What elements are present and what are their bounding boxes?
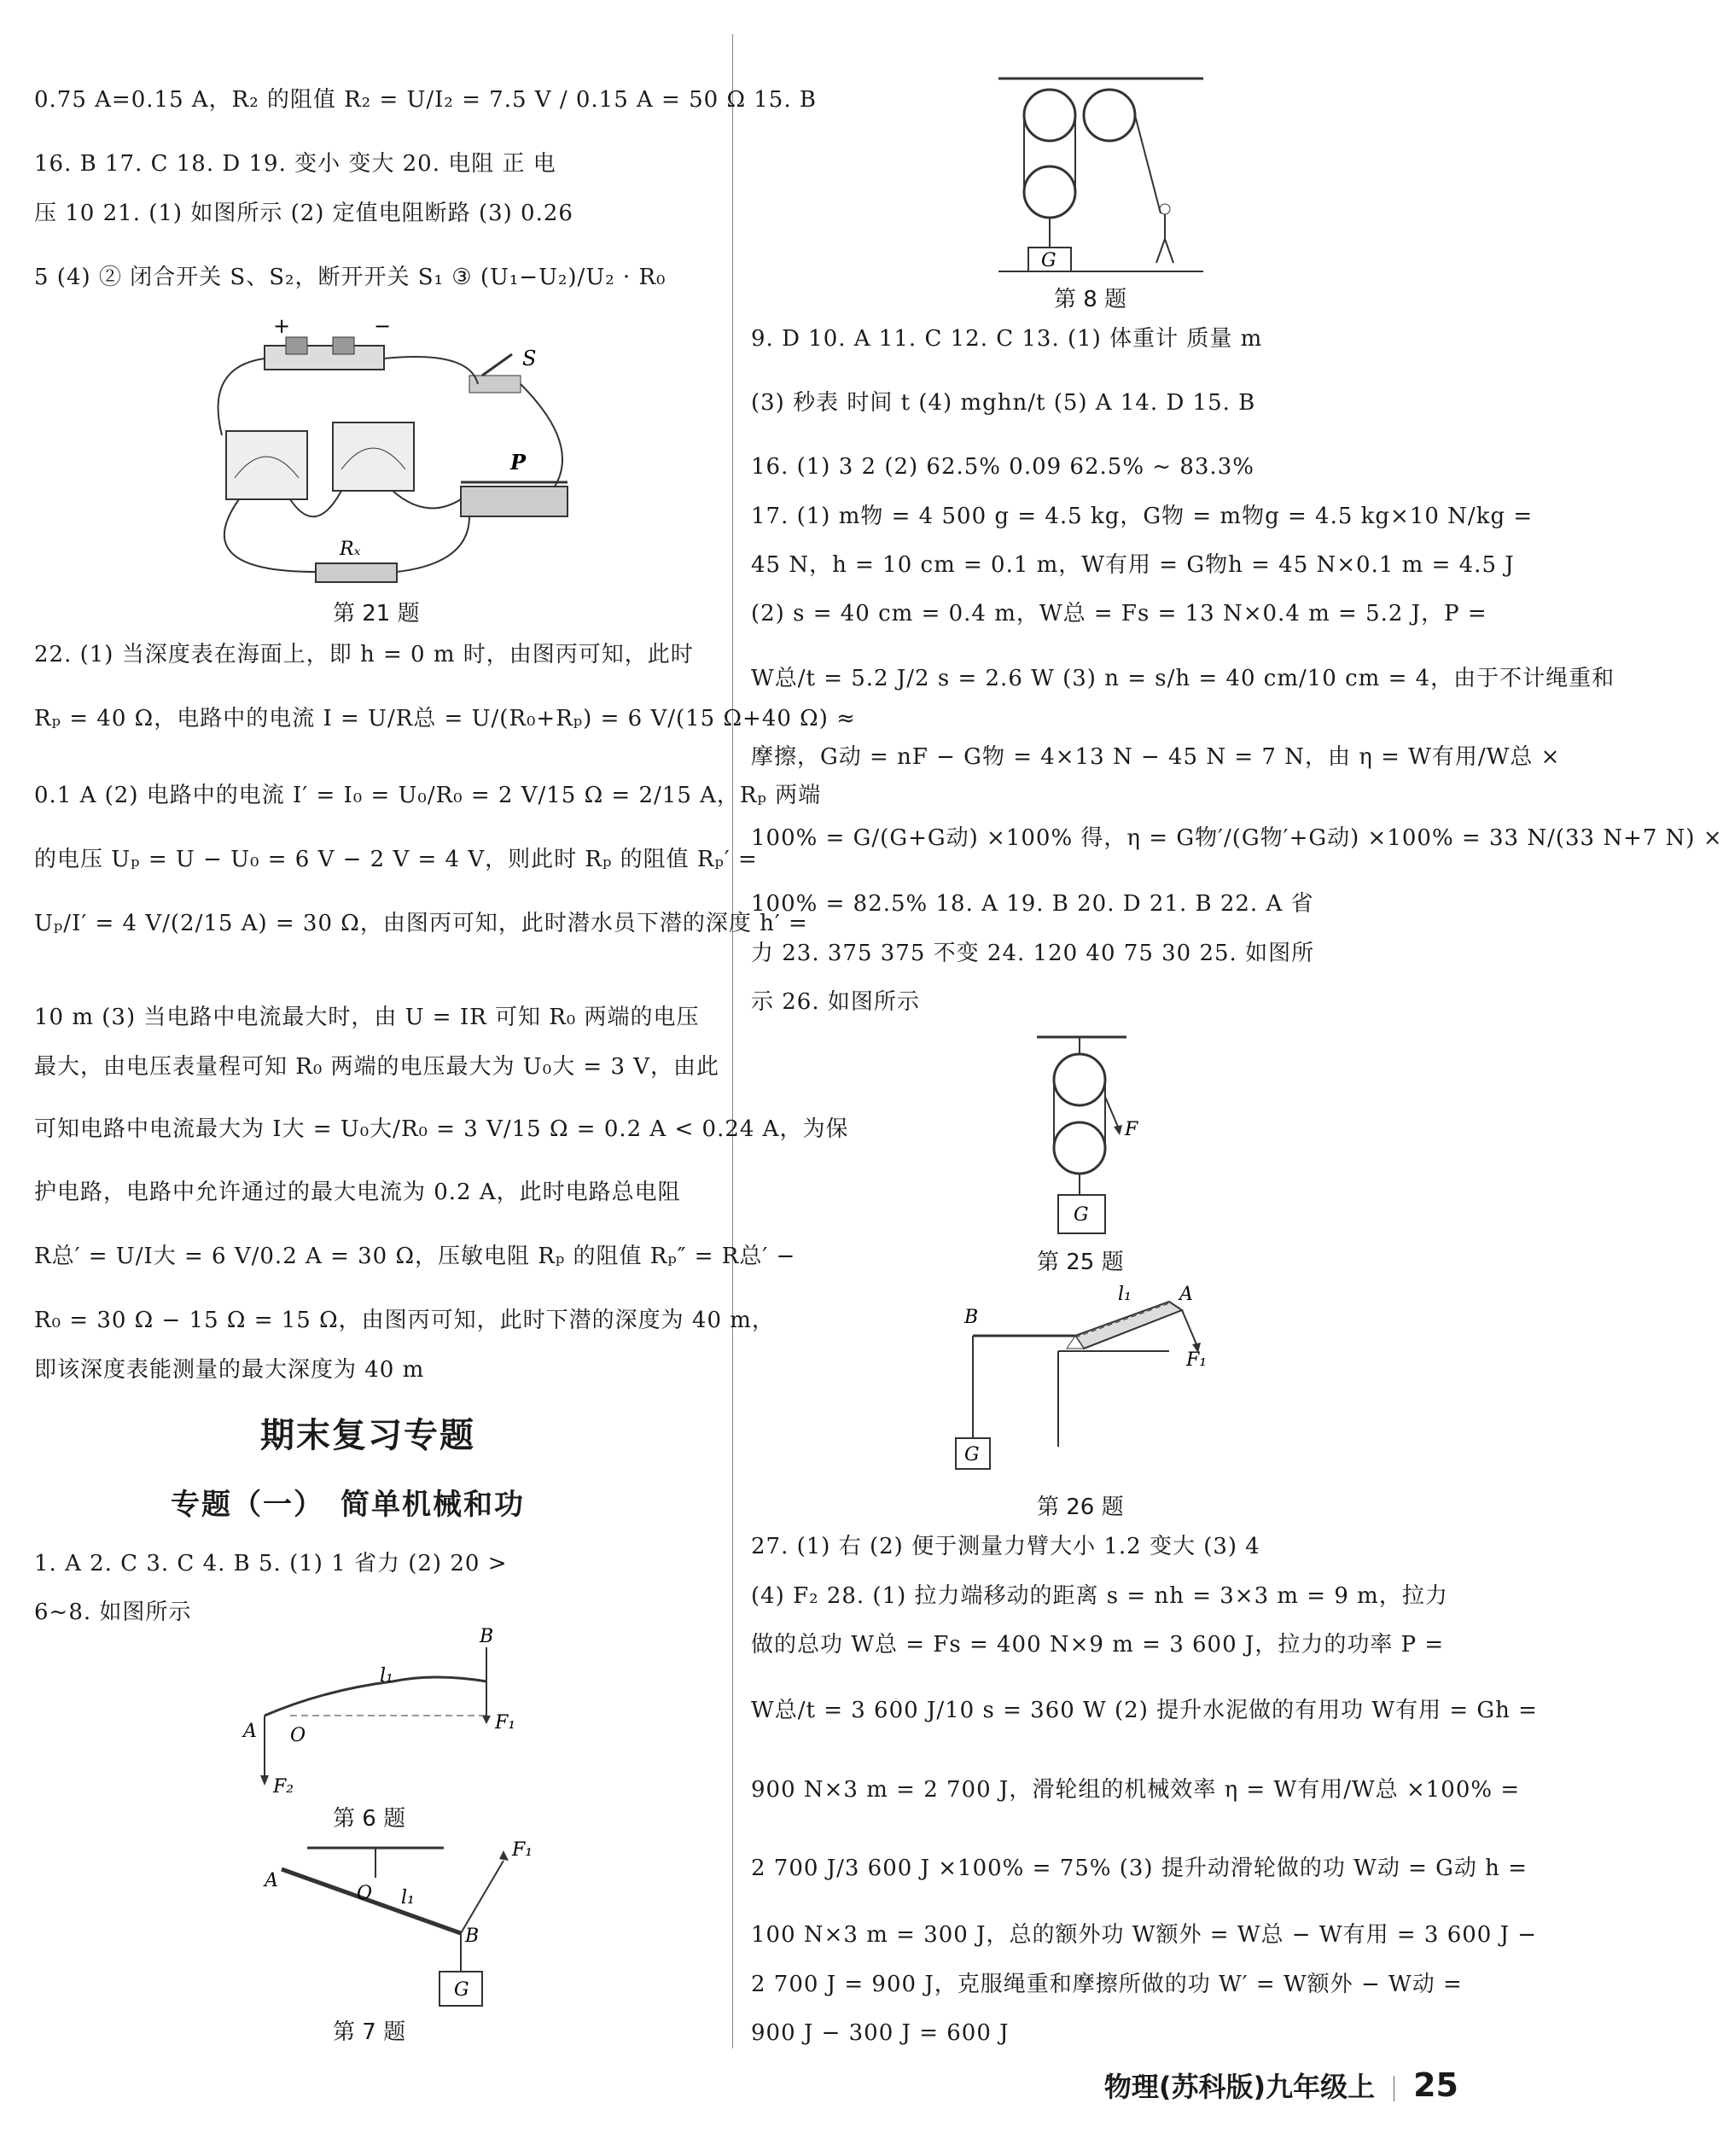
answer-line: 16. B 17. C 18. D 19. 变小 变大 20. 电阻 正 电 [34, 151, 556, 177]
answer-line: W总/t = 3 600 J/10 s = 360 W (2) 提升水泥做的有用功 W有用 = Gh = [751, 1698, 1538, 1723]
answer-line: 摩擦，G动 = nF − G物 = 4×13 N − 45 N = 7 N，由 η = W有用/W总 × [751, 744, 1561, 770]
point-a-label: A [1179, 1284, 1193, 1305]
answer-line: 最大，由电压表量程可知 R₀ 两端的电压最大为 U₀大 = 3 V，由此 [34, 1054, 720, 1080]
force-f1-label: F₁ [512, 1839, 533, 1861]
force-f1-label: F₁ [495, 1712, 516, 1734]
section-title: 期末复习专题 [260, 1416, 475, 1455]
rheostat-p-label: P [510, 450, 527, 475]
force-f2-label: F₂ [273, 1776, 294, 1798]
answer-line: 10 m (3) 当电路中电流最大时，由 U = IR 可知 R₀ 两端的电压 [34, 1005, 700, 1030]
page-number: 25 [1413, 2066, 1458, 2104]
answer-line: 力 23. 375 375 不变 24. 120 40 75 30 25. 如图所 [751, 941, 1315, 966]
answer-line: 17. (1) m物 = 4 500 g = 4.5 kg，G物 = m物g = 4.5 kg×10 N/kg = [751, 504, 1534, 529]
plus-label: + [273, 314, 291, 338]
answer-line: (2) s = 40 cm = 0.4 m，W总 = Fs = 13 N×0.4 m = 5.2 J，P = [751, 601, 1487, 626]
answer-line: 100% = 82.5% 18. A 19. B 20. D 21. B 22. A 省 [751, 891, 1314, 917]
subsection-title: 专题（一） 简单机械和功 [171, 1488, 525, 1522]
weight-g-label: G [1074, 1204, 1089, 1226]
point-a-label: A [265, 1870, 278, 1891]
figure-caption: 第 21 题 [333, 601, 420, 626]
weight-g-label: G [454, 1979, 469, 2001]
lever-diagram-6 [230, 1626, 555, 1801]
arm-l1-label: l₁ [401, 1887, 415, 1908]
pulley-diagram-25 [1033, 1028, 1161, 1238]
answer-line: (3) 秒表 时间 t (4) mghn/t (5) A 14. D 15. B [751, 390, 1256, 416]
minus-label: − [374, 314, 392, 338]
pulley-diagram-8 [990, 68, 1212, 273]
point-b-label: B [480, 1626, 494, 1647]
point-o-label: O [357, 1883, 373, 1904]
weight-g-label: G [1041, 250, 1057, 271]
switch-s-label: S [522, 347, 537, 370]
figure-caption: 第 8 题 [1054, 287, 1127, 312]
answer-line: 100% = G/(G+G动) ×100% 得，η = G物′/(G物′+G动) ×100% = 33 N/(33 N+7 N) × [751, 825, 1723, 851]
answer-line: R₀ = 30 Ω − 15 Ω = 15 Ω，由图丙可知，此时下潜的深度为 40 m， [34, 1308, 775, 1333]
point-b-label: B [465, 1926, 480, 1947]
answer-line: Uₚ/I′ = 4 V/(2/15 A) = 30 Ω，由图丙可知，此时潜水员下潜的深度 h′ = [34, 911, 808, 936]
column-divider [732, 34, 733, 2048]
answer-line: 护电路，电路中允许通过的最大电流为 0.2 A，此时电路总电阻 [34, 1180, 681, 1205]
page-footer [1104, 2066, 1458, 2105]
point-b-label: B [964, 1307, 979, 1328]
answer-line: 100 N×3 m = 300 J，总的额外功 W额外 = W总 − W有用 = 3 600 J − [751, 1922, 1538, 1948]
answer-line: 22. (1) 当深度表在海面上，即 h = 0 m 时，由图丙可知，此时 [34, 642, 694, 667]
footer-subject: 物理(苏科版)九年级上 [1103, 2071, 1376, 2103]
figure-caption: 第 26 题 [1037, 1495, 1124, 1520]
answer-line: 可知电路中电流最大为 I大 = U₀大/R₀ = 3 V/15 Ω = 0.2 A < 0.24 A，为保 [34, 1116, 849, 1142]
answer-line: R总′ = U/I大 = 6 V/0.2 A = 30 Ω，压敏电阻 Rₚ 的阻值 Rₚ″ = R总′ − [34, 1244, 796, 1269]
answer-line: 27. (1) 右 (2) 便于测量力臂大小 1.2 变大 (3) 4 [751, 1534, 1260, 1559]
figure-caption: 第 7 题 [333, 2019, 406, 2045]
figure-caption: 第 25 题 [1037, 1250, 1124, 1275]
arm-l1-label: l₁ [380, 1665, 393, 1687]
answer-line: 0.1 A (2) 电路中的电流 I′ = I₀ = U₀/R₀ = 2 V/15 Ω = 2/15 A，Rₚ 两端 [34, 783, 822, 808]
answer-line: 示 26. 如图所示 [751, 989, 920, 1015]
circuit-diagram-21 [188, 316, 580, 597]
answer-line: 900 J − 300 J = 600 J [751, 2020, 1010, 2046]
resistor-rx-label: Rₓ [340, 539, 361, 560]
arm-l1-label: l₁ [1118, 1284, 1132, 1305]
answer-line: 1. A 2. C 3. C 4. B 5. (1) 1 省力 (2) 20 > [34, 1551, 508, 1576]
answer-line: 0.75 A=0.15 A，R₂ 的阻值 R₂ = U/I₂ = 7.5 V / 0.15 A = 50 Ω 15. B [34, 87, 817, 113]
answer-line: 的电压 Uₚ = U − U₀ = 6 V − 2 V = 4 V，则此时 Rₚ 的阻值 Rₚ′ = [34, 847, 758, 872]
answer-line: W总/t = 5.2 J/2 s = 2.6 W (3) n = s/h = 40 cm/10 cm = 4，由于不计绳重和 [751, 666, 1615, 691]
point-o-label: O [290, 1725, 306, 1746]
lever-diagram-26 [947, 1285, 1212, 1472]
answer-line: (4) F₂ 28. (1) 拉力端移动的距离 s = nh = 3×3 m = 9 m，拉力 [751, 1583, 1448, 1609]
point-a-label: A [243, 1721, 257, 1742]
answer-line: 2 700 J = 900 J，克服绳重和摩擦所做的功 W′ = W额外 − W动 = [751, 1972, 1463, 1997]
answer-line: 压 10 21. (1) 如图所示 (2) 定值电阻断路 (3) 0.26 [34, 201, 573, 226]
answer-line: 即该深度表能测量的最大深度为 40 m [34, 1357, 425, 1383]
answer-line: 16. (1) 3 2 (2) 62.5% 0.09 62.5% ~ 83.3% [751, 454, 1254, 480]
answer-line: 9. D 10. A 11. C 12. C 13. (1) 体重计 质量 m [751, 326, 1263, 352]
answer-line: 做的总功 W总 = Fs = 400 N×9 m = 3 600 J，拉力的功率 P = [751, 1632, 1445, 1658]
force-f-label: F [1125, 1119, 1138, 1140]
figure-caption: 第 6 题 [333, 1806, 406, 1832]
answer-line: 2 700 J/3 600 J ×100% = 75% (3) 提升动滑轮做的功 W动 = G动 h = [751, 1856, 1528, 1881]
force-f1-label: F₁ [1186, 1349, 1208, 1371]
answer-line: 45 N，h = 10 cm = 0.1 m，W有用 = G物h = 45 N×0.1 m = 4.5 J [751, 552, 1515, 578]
answer-line: Rₚ = 40 Ω，电路中的电流 I = U/R总 = U/(R₀+Rₚ) = 6 V/(15 Ω+40 Ω) ≈ [34, 706, 856, 731]
answer-line: 5 (4) ② 闭合开关 S、S₂，断开开关 S₁ ③ (U₁−U₂)/U₂ · R₀ [34, 265, 666, 290]
lever-diagram-7 [256, 1835, 580, 2006]
answer-line: 6~8. 如图所示 [34, 1600, 192, 1625]
answer-line: 900 N×3 m = 2 700 J，滑轮组的机械效率 η = W有用/W总 ×100% = [751, 1777, 1521, 1803]
weight-g-label: G [964, 1444, 980, 1465]
